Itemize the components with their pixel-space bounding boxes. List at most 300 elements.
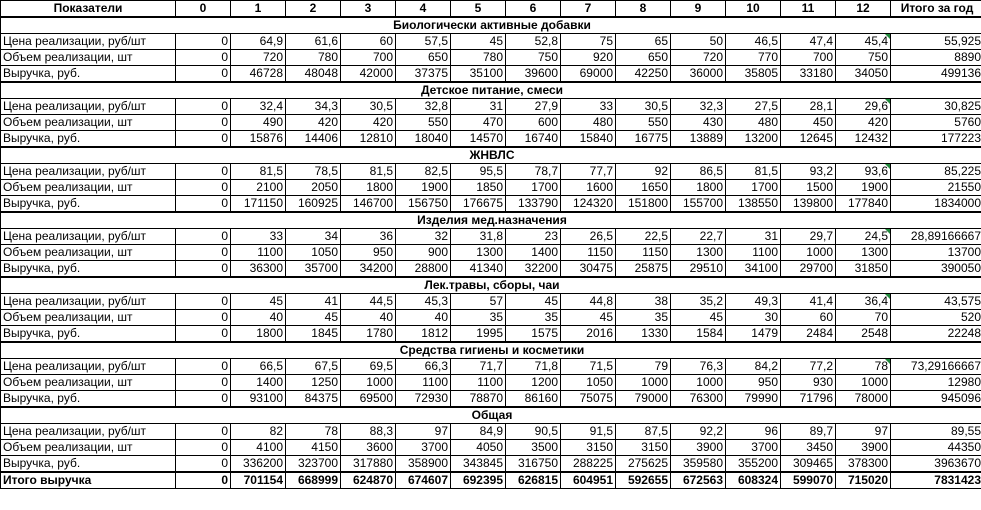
value-cell[interactable]: 1100 <box>451 375 506 391</box>
value-cell[interactable]: 47,4 <box>781 34 836 50</box>
section-title[interactable]: Общая <box>1 407 981 424</box>
value-cell[interactable]: 930 <box>781 375 836 391</box>
value-cell[interactable]: 177840 <box>836 196 891 213</box>
value-cell[interactable]: 317880 <box>341 456 396 473</box>
value-cell[interactable]: 49,3 <box>726 294 781 310</box>
value-cell[interactable]: 2016 <box>561 326 616 343</box>
year-total-cell[interactable]: 520 <box>891 310 981 326</box>
value-cell[interactable]: 37375 <box>396 66 451 83</box>
value-cell[interactable]: 27,5 <box>726 99 781 115</box>
value-cell[interactable]: 16775 <box>616 131 671 148</box>
year-total-cell[interactable]: 3963670 <box>891 456 981 473</box>
value-cell[interactable]: 133790 <box>506 196 561 213</box>
value-cell[interactable]: 45 <box>671 310 726 326</box>
value-cell[interactable]: 34 <box>286 229 341 245</box>
value-cell[interactable]: 36 <box>341 229 396 245</box>
value-cell[interactable]: 78000 <box>836 391 891 408</box>
value-cell[interactable]: 35 <box>616 310 671 326</box>
value-cell[interactable]: 28800 <box>396 261 451 278</box>
value-cell[interactable]: 0 <box>176 180 231 196</box>
value-cell[interactable]: 2050 <box>286 180 341 196</box>
year-total-cell[interactable]: 73,29166667 <box>891 359 981 375</box>
value-cell[interactable]: 1800 <box>341 180 396 196</box>
value-cell[interactable]: 1330 <box>616 326 671 343</box>
value-cell[interactable]: 60 <box>341 34 396 50</box>
value-cell[interactable]: 14570 <box>451 131 506 148</box>
value-cell[interactable]: 0 <box>176 424 231 440</box>
value-cell[interactable]: 81,5 <box>341 164 396 180</box>
header-cell-period[interactable]: 12 <box>836 1 891 18</box>
value-cell[interactable]: 1584 <box>671 326 726 343</box>
value-cell[interactable]: 480 <box>726 115 781 131</box>
value-cell[interactable]: 22,5 <box>616 229 671 245</box>
value-cell[interactable]: 84375 <box>286 391 341 408</box>
value-cell[interactable]: 42000 <box>341 66 396 83</box>
value-cell[interactable]: 550 <box>396 115 451 131</box>
value-cell[interactable]: 42250 <box>616 66 671 83</box>
value-cell[interactable]: 1000 <box>341 375 396 391</box>
year-total-cell[interactable]: 5760 <box>891 115 981 131</box>
value-cell[interactable]: 30,5 <box>341 99 396 115</box>
value-cell[interactable]: 89,7 <box>781 424 836 440</box>
value-cell[interactable]: 97 <box>836 424 891 440</box>
value-cell[interactable]: 1100 <box>396 375 451 391</box>
value-cell[interactable]: 2548 <box>836 326 891 343</box>
value-cell[interactable]: 3150 <box>561 440 616 456</box>
value-cell[interactable]: 87,5 <box>616 424 671 440</box>
value-cell[interactable]: 336200 <box>231 456 286 473</box>
value-cell[interactable]: 155700 <box>671 196 726 213</box>
value-cell[interactable]: 32,4 <box>231 99 286 115</box>
value-cell[interactable]: 4150 <box>286 440 341 456</box>
header-cell-period[interactable]: 4 <box>396 1 451 18</box>
value-cell[interactable]: 69000 <box>561 66 616 83</box>
value-cell[interactable]: 86160 <box>506 391 561 408</box>
value-cell[interactable]: 84,2 <box>726 359 781 375</box>
value-cell[interactable]: 35,2 <box>671 294 726 310</box>
value-cell[interactable]: 3450 <box>781 440 836 456</box>
value-cell[interactable]: 76,3 <box>671 359 726 375</box>
value-cell[interactable]: 0 <box>176 245 231 261</box>
value-cell[interactable]: 1800 <box>231 326 286 343</box>
value-cell[interactable]: 720 <box>671 50 726 66</box>
value-cell[interactable]: 700 <box>341 50 396 66</box>
value-cell[interactable]: 430 <box>671 115 726 131</box>
value-cell[interactable]: 139800 <box>781 196 836 213</box>
value-cell[interactable]: 1700 <box>726 180 781 196</box>
value-cell[interactable]: 15840 <box>561 131 616 148</box>
header-cell-period[interactable]: 7 <box>561 1 616 18</box>
value-cell[interactable]: 93,2 <box>781 164 836 180</box>
value-cell[interactable]: 0 <box>176 391 231 408</box>
value-cell[interactable]: 650 <box>616 50 671 66</box>
header-cell-period[interactable]: 6 <box>506 1 561 18</box>
value-cell[interactable]: 41 <box>286 294 341 310</box>
value-cell[interactable]: 32200 <box>506 261 561 278</box>
value-cell[interactable]: 33 <box>561 99 616 115</box>
header-cell-period[interactable]: 10 <box>726 1 781 18</box>
value-cell[interactable]: 77,2 <box>781 359 836 375</box>
value-cell[interactable]: 171150 <box>231 196 286 213</box>
value-cell[interactable]: 1812 <box>396 326 451 343</box>
value-cell[interactable]: 1000 <box>616 375 671 391</box>
total-value-cell[interactable]: 599070 <box>781 472 836 489</box>
row-label[interactable]: Выручка, руб. <box>1 66 176 83</box>
value-cell[interactable]: 88,3 <box>341 424 396 440</box>
value-cell[interactable]: 22,7 <box>671 229 726 245</box>
value-cell[interactable]: 358900 <box>396 456 451 473</box>
value-cell[interactable]: 323700 <box>286 456 341 473</box>
value-cell[interactable]: 920 <box>561 50 616 66</box>
value-cell[interactable]: 35700 <box>286 261 341 278</box>
value-cell[interactable]: 36000 <box>671 66 726 83</box>
value-cell[interactable]: 34100 <box>726 261 781 278</box>
value-cell[interactable]: 4100 <box>231 440 286 456</box>
value-cell[interactable]: 480 <box>561 115 616 131</box>
value-cell[interactable]: 770 <box>726 50 781 66</box>
year-total-cell[interactable]: 43,575 <box>891 294 981 310</box>
value-cell[interactable]: 35100 <box>451 66 506 83</box>
value-cell[interactable]: 93,6 <box>836 164 891 180</box>
value-cell[interactable]: 1650 <box>616 180 671 196</box>
value-cell[interactable]: 35805 <box>726 66 781 83</box>
value-cell[interactable]: 0 <box>176 99 231 115</box>
value-cell[interactable]: 36,4 <box>836 294 891 310</box>
value-cell[interactable]: 950 <box>726 375 781 391</box>
value-cell[interactable]: 550 <box>616 115 671 131</box>
value-cell[interactable]: 91,5 <box>561 424 616 440</box>
year-total-cell[interactable]: 30,825 <box>891 99 981 115</box>
value-cell[interactable]: 67,5 <box>286 359 341 375</box>
total-value-cell[interactable]: 604951 <box>561 472 616 489</box>
value-cell[interactable]: 60 <box>781 310 836 326</box>
value-cell[interactable]: 3600 <box>341 440 396 456</box>
value-cell[interactable]: 61,6 <box>286 34 341 50</box>
value-cell[interactable]: 3900 <box>836 440 891 456</box>
value-cell[interactable]: 288225 <box>561 456 616 473</box>
row-label[interactable]: Цена реализации, руб/шт <box>1 294 176 310</box>
header-cell-period[interactable]: 1 <box>231 1 286 18</box>
year-total-cell[interactable]: 28,89166667 <box>891 229 981 245</box>
section-title[interactable]: ЖНВЛС <box>1 147 981 164</box>
total-value-cell[interactable]: 672563 <box>671 472 726 489</box>
value-cell[interactable]: 0 <box>176 456 231 473</box>
value-cell[interactable]: 86,5 <box>671 164 726 180</box>
value-cell[interactable]: 0 <box>176 50 231 66</box>
value-cell[interactable]: 71,5 <box>561 359 616 375</box>
year-total-cell[interactable]: 945096 <box>891 391 981 408</box>
total-value-cell[interactable]: 715020 <box>836 472 891 489</box>
value-cell[interactable]: 1845 <box>286 326 341 343</box>
value-cell[interactable]: 3700 <box>726 440 781 456</box>
row-label[interactable]: Цена реализации, руб/шт <box>1 229 176 245</box>
value-cell[interactable]: 355200 <box>726 456 781 473</box>
value-cell[interactable]: 1479 <box>726 326 781 343</box>
value-cell[interactable]: 1995 <box>451 326 506 343</box>
value-cell[interactable]: 45 <box>451 34 506 50</box>
row-label[interactable]: Выручка, руб. <box>1 326 176 343</box>
value-cell[interactable]: 35 <box>506 310 561 326</box>
value-cell[interactable]: 36300 <box>231 261 286 278</box>
value-cell[interactable]: 45 <box>561 310 616 326</box>
total-value-cell[interactable]: 592655 <box>616 472 671 489</box>
value-cell[interactable]: 29,7 <box>781 229 836 245</box>
value-cell[interactable]: 124320 <box>561 196 616 213</box>
total-value-cell[interactable]: 624870 <box>341 472 396 489</box>
year-total-cell[interactable]: 21550 <box>891 180 981 196</box>
value-cell[interactable]: 0 <box>176 229 231 245</box>
value-cell[interactable]: 470 <box>451 115 506 131</box>
total-value-cell[interactable]: 692395 <box>451 472 506 489</box>
value-cell[interactable]: 0 <box>176 115 231 131</box>
value-cell[interactable]: 33 <box>231 229 286 245</box>
value-cell[interactable]: 33180 <box>781 66 836 83</box>
value-cell[interactable]: 14406 <box>286 131 341 148</box>
year-total-cell[interactable]: 13700 <box>891 245 981 261</box>
row-label[interactable]: Выручка, руб. <box>1 391 176 408</box>
value-cell[interactable]: 780 <box>451 50 506 66</box>
value-cell[interactable]: 92 <box>616 164 671 180</box>
value-cell[interactable]: 1700 <box>506 180 561 196</box>
value-cell[interactable]: 29510 <box>671 261 726 278</box>
value-cell[interactable]: 81,5 <box>231 164 286 180</box>
value-cell[interactable]: 1300 <box>836 245 891 261</box>
year-total-cell[interactable]: 44350 <box>891 440 981 456</box>
value-cell[interactable]: 900 <box>396 245 451 261</box>
value-cell[interactable]: 156750 <box>396 196 451 213</box>
value-cell[interactable]: 48048 <box>286 66 341 83</box>
value-cell[interactable]: 0 <box>176 164 231 180</box>
value-cell[interactable]: 1200 <box>506 375 561 391</box>
value-cell[interactable]: 1000 <box>781 245 836 261</box>
value-cell[interactable]: 34200 <box>341 261 396 278</box>
value-cell[interactable]: 1300 <box>451 245 506 261</box>
year-total-cell[interactable]: 89,55 <box>891 424 981 440</box>
value-cell[interactable]: 4050 <box>451 440 506 456</box>
value-cell[interactable]: 95,5 <box>451 164 506 180</box>
value-cell[interactable]: 1780 <box>341 326 396 343</box>
value-cell[interactable]: 71796 <box>781 391 836 408</box>
value-cell[interactable]: 44,5 <box>341 294 396 310</box>
value-cell[interactable]: 700 <box>781 50 836 66</box>
value-cell[interactable]: 1800 <box>671 180 726 196</box>
value-cell[interactable]: 1900 <box>396 180 451 196</box>
value-cell[interactable]: 28,1 <box>781 99 836 115</box>
value-cell[interactable]: 0 <box>176 131 231 148</box>
row-label[interactable]: Выручка, руб. <box>1 196 176 213</box>
value-cell[interactable]: 378300 <box>836 456 891 473</box>
value-cell[interactable]: 490 <box>231 115 286 131</box>
value-cell[interactable]: 64,9 <box>231 34 286 50</box>
value-cell[interactable]: 275625 <box>616 456 671 473</box>
value-cell[interactable]: 25875 <box>616 261 671 278</box>
total-label[interactable]: Итого выручка <box>1 472 176 489</box>
total-value-cell[interactable]: 674607 <box>396 472 451 489</box>
value-cell[interactable]: 12432 <box>836 131 891 148</box>
value-cell[interactable]: 31850 <box>836 261 891 278</box>
value-cell[interactable]: 3150 <box>616 440 671 456</box>
row-label[interactable]: Объем реализации, шт <box>1 115 176 131</box>
value-cell[interactable]: 69,5 <box>341 359 396 375</box>
row-label[interactable]: Объем реализации, шт <box>1 50 176 66</box>
section-title[interactable]: Изделия мед.назначения <box>1 212 981 229</box>
value-cell[interactable]: 316750 <box>506 456 561 473</box>
value-cell[interactable]: 70 <box>836 310 891 326</box>
year-total-cell[interactable]: 8890 <box>891 50 981 66</box>
value-cell[interactable]: 26,5 <box>561 229 616 245</box>
value-cell[interactable]: 96 <box>726 424 781 440</box>
value-cell[interactable]: 750 <box>506 50 561 66</box>
value-cell[interactable]: 1850 <box>451 180 506 196</box>
section-title[interactable]: Лек.травы, сборы, чаи <box>1 277 981 294</box>
value-cell[interactable]: 1250 <box>286 375 341 391</box>
row-label[interactable]: Объем реализации, шт <box>1 440 176 456</box>
value-cell[interactable]: 18040 <box>396 131 451 148</box>
value-cell[interactable]: 420 <box>341 115 396 131</box>
value-cell[interactable]: 79000 <box>616 391 671 408</box>
value-cell[interactable]: 176675 <box>451 196 506 213</box>
value-cell[interactable]: 52,8 <box>506 34 561 50</box>
value-cell[interactable]: 35 <box>451 310 506 326</box>
value-cell[interactable]: 3900 <box>671 440 726 456</box>
value-cell[interactable]: 46728 <box>231 66 286 83</box>
value-cell[interactable]: 1500 <box>781 180 836 196</box>
value-cell[interactable]: 146700 <box>341 196 396 213</box>
value-cell[interactable]: 1050 <box>561 375 616 391</box>
value-cell[interactable]: 0 <box>176 196 231 213</box>
value-cell[interactable]: 3700 <box>396 440 451 456</box>
header-cell-period[interactable]: 3 <box>341 1 396 18</box>
year-total-cell[interactable]: 55,925 <box>891 34 981 50</box>
value-cell[interactable]: 420 <box>286 115 341 131</box>
value-cell[interactable]: 81,5 <box>726 164 781 180</box>
value-cell[interactable]: 40 <box>231 310 286 326</box>
value-cell[interactable]: 950 <box>341 245 396 261</box>
value-cell[interactable]: 1400 <box>506 245 561 261</box>
value-cell[interactable]: 97 <box>396 424 451 440</box>
value-cell[interactable]: 46,5 <box>726 34 781 50</box>
value-cell[interactable]: 40 <box>341 310 396 326</box>
value-cell[interactable]: 34050 <box>836 66 891 83</box>
header-cell-period[interactable]: 9 <box>671 1 726 18</box>
value-cell[interactable]: 12810 <box>341 131 396 148</box>
value-cell[interactable]: 82 <box>231 424 286 440</box>
value-cell[interactable]: 343845 <box>451 456 506 473</box>
value-cell[interactable]: 32,3 <box>671 99 726 115</box>
value-cell[interactable]: 1100 <box>726 245 781 261</box>
row-label[interactable]: Цена реализации, руб/шт <box>1 359 176 375</box>
header-cell-period[interactable]: 2 <box>286 1 341 18</box>
header-cell-period[interactable]: 0 <box>176 1 231 18</box>
value-cell[interactable]: 650 <box>396 50 451 66</box>
value-cell[interactable]: 92,2 <box>671 424 726 440</box>
value-cell[interactable]: 15876 <box>231 131 286 148</box>
value-cell[interactable]: 30 <box>726 310 781 326</box>
value-cell[interactable]: 82,5 <box>396 164 451 180</box>
value-cell[interactable]: 12645 <box>781 131 836 148</box>
value-cell[interactable]: 72930 <box>396 391 451 408</box>
value-cell[interactable]: 720 <box>231 50 286 66</box>
value-cell[interactable]: 57,5 <box>396 34 451 50</box>
value-cell[interactable]: 1000 <box>836 375 891 391</box>
value-cell[interactable]: 75075 <box>561 391 616 408</box>
value-cell[interactable]: 40 <box>396 310 451 326</box>
value-cell[interactable]: 78 <box>286 424 341 440</box>
value-cell[interactable]: 38 <box>616 294 671 310</box>
row-label[interactable]: Объем реализации, шт <box>1 245 176 261</box>
value-cell[interactable]: 69500 <box>341 391 396 408</box>
value-cell[interactable]: 450 <box>781 115 836 131</box>
value-cell[interactable]: 1575 <box>506 326 561 343</box>
value-cell[interactable]: 1400 <box>231 375 286 391</box>
value-cell[interactable]: 1150 <box>561 245 616 261</box>
row-label[interactable]: Выручка, руб. <box>1 261 176 278</box>
value-cell[interactable]: 31 <box>726 229 781 245</box>
value-cell[interactable]: 79 <box>616 359 671 375</box>
value-cell[interactable]: 32,8 <box>396 99 451 115</box>
row-label[interactable]: Объем реализации, шт <box>1 180 176 196</box>
section-title[interactable]: Детское питание, смеси <box>1 82 981 99</box>
value-cell[interactable]: 30,5 <box>616 99 671 115</box>
value-cell[interactable]: 2100 <box>231 180 286 196</box>
value-cell[interactable]: 45,4 <box>836 34 891 50</box>
value-cell[interactable]: 24,5 <box>836 229 891 245</box>
year-total-cell[interactable]: 12980 <box>891 375 981 391</box>
value-cell[interactable]: 76300 <box>671 391 726 408</box>
value-cell[interactable]: 780 <box>286 50 341 66</box>
value-cell[interactable]: 71,8 <box>506 359 561 375</box>
year-total-cell[interactable]: 22248 <box>891 326 981 343</box>
value-cell[interactable]: 0 <box>176 440 231 456</box>
header-cell-period[interactable]: 11 <box>781 1 836 18</box>
value-cell[interactable]: 50 <box>671 34 726 50</box>
value-cell[interactable]: 39600 <box>506 66 561 83</box>
value-cell[interactable]: 45 <box>506 294 561 310</box>
total-value-cell[interactable]: 701154 <box>231 472 286 489</box>
value-cell[interactable]: 0 <box>176 310 231 326</box>
total-value-cell[interactable]: 668999 <box>286 472 341 489</box>
total-value-cell[interactable]: 608324 <box>726 472 781 489</box>
value-cell[interactable]: 1000 <box>671 375 726 391</box>
value-cell[interactable]: 44,8 <box>561 294 616 310</box>
total-value-cell[interactable]: 626815 <box>506 472 561 489</box>
value-cell[interactable]: 359580 <box>671 456 726 473</box>
value-cell[interactable]: 32 <box>396 229 451 245</box>
row-label[interactable]: Выручка, руб. <box>1 456 176 473</box>
value-cell[interactable]: 0 <box>176 66 231 83</box>
value-cell[interactable]: 84,9 <box>451 424 506 440</box>
value-cell[interactable]: 1300 <box>671 245 726 261</box>
value-cell[interactable]: 309465 <box>781 456 836 473</box>
value-cell[interactable]: 29700 <box>781 261 836 278</box>
row-label[interactable]: Объем реализации, шт <box>1 310 176 326</box>
value-cell[interactable]: 1050 <box>286 245 341 261</box>
row-label[interactable]: Цена реализации, руб/шт <box>1 424 176 440</box>
value-cell[interactable]: 66,3 <box>396 359 451 375</box>
header-cell-period[interactable]: 8 <box>616 1 671 18</box>
value-cell[interactable]: 57 <box>451 294 506 310</box>
value-cell[interactable]: 31 <box>451 99 506 115</box>
value-cell[interactable]: 45,3 <box>396 294 451 310</box>
value-cell[interactable]: 30475 <box>561 261 616 278</box>
value-cell[interactable]: 66,5 <box>231 359 286 375</box>
value-cell[interactable]: 78,5 <box>286 164 341 180</box>
value-cell[interactable]: 31,8 <box>451 229 506 245</box>
value-cell[interactable]: 45 <box>286 310 341 326</box>
value-cell[interactable]: 0 <box>176 261 231 278</box>
row-label[interactable]: Цена реализации, руб/шт <box>1 34 176 50</box>
value-cell[interactable]: 23 <box>506 229 561 245</box>
